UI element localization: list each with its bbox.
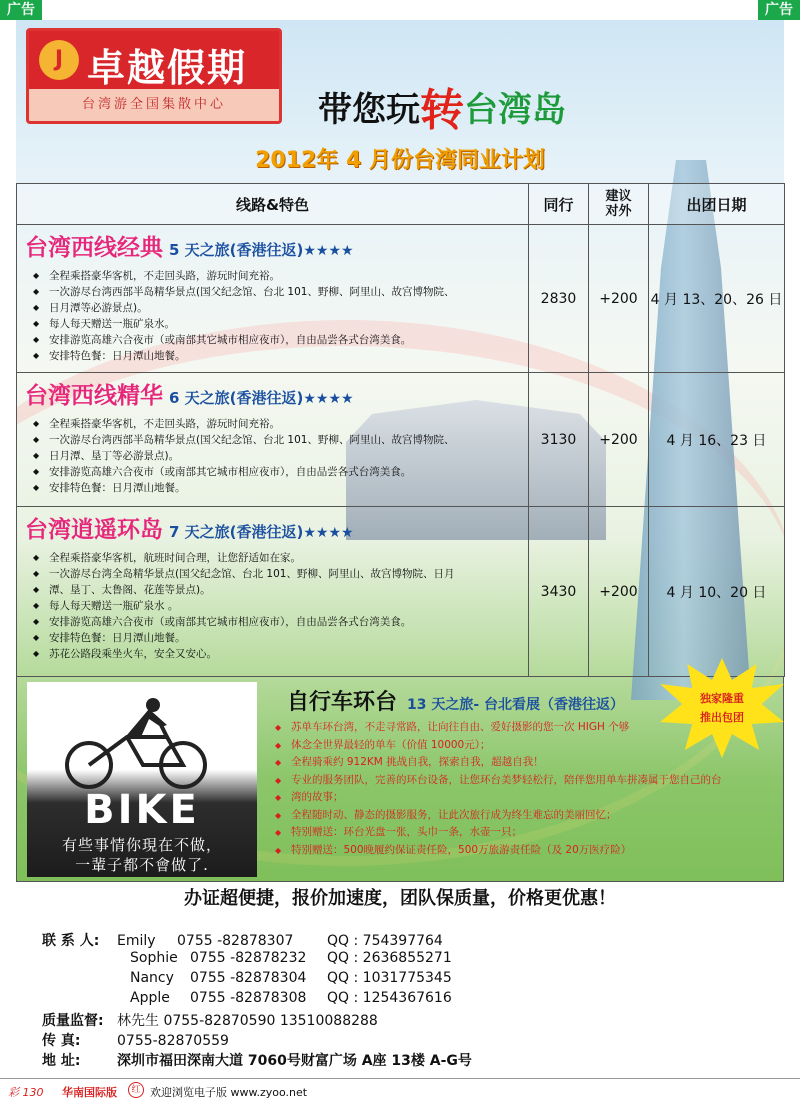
- contact-phone: 0755 -82878308: [190, 990, 307, 1006]
- contact-qq: QQ : 1254367616: [327, 990, 452, 1006]
- list-item: ◆ 安排特色餐：日月潭山地餐。: [33, 630, 520, 646]
- quality-label: 质量监督:: [42, 1013, 104, 1029]
- cyclist-icon: [57, 697, 217, 792]
- slogan-part3: 台湾岛: [464, 90, 566, 130]
- departure-dates: 4 月 10、20 日: [649, 507, 785, 677]
- plan-title: 2012年 4 月份台湾同业计划: [255, 148, 545, 173]
- bike-tour-subtitle: 13 天之旅- 台北看展（香港往返）: [407, 697, 625, 713]
- contact-label: 联 系 人:: [42, 933, 100, 949]
- route-duration: 6 天之旅(香港往返): [169, 389, 304, 407]
- list-item: ◆ 专业的服务团队，完善的环台设备，让您环台美梦轻松行，陪伴您用单车拼凑属于您自己的台: [275, 772, 785, 790]
- address-value: 深圳市福田深南大道 7060号财富广场 A座 13楼 A-G号: [117, 1053, 472, 1069]
- brand-logo: [26, 28, 282, 124]
- departure-dates: 4 月 16、23 日: [649, 373, 785, 507]
- ad-tag-left: 广告: [0, 0, 42, 20]
- star-rating: ★★★★: [303, 525, 354, 541]
- route-cell: [17, 373, 529, 507]
- list-item: ◆ 一次游尽台湾全岛精华景点(国父纪念馆、台北 101、野柳、阿里山、故宫博物院、日月: [33, 566, 520, 582]
- bike-message-line1: 有些事情你現在不做，: [61, 836, 222, 854]
- list-item: ◆ 一次游尽台湾西部半岛精华景点(国父纪念馆、台北 101、野柳、阿里山、故宫博物院、: [33, 284, 520, 300]
- route-cell: [17, 507, 529, 677]
- suggest-markup: +200: [589, 507, 649, 677]
- header-suggest: [589, 184, 649, 225]
- contact-qq: QQ : 1031775345: [327, 970, 452, 986]
- red-badge-icon: 红: [128, 1082, 144, 1098]
- suggest-markup: +200: [589, 373, 649, 507]
- route-name: 台湾逍遥环岛: [25, 517, 163, 543]
- list-item: ◆ 全程随时动、静态的摄影服务，让此次旅行成为终生难忘的美丽回忆；: [275, 807, 785, 825]
- contact-qq: QQ : 2636855271: [327, 950, 452, 966]
- list-item: ◆ 全程骑乘约 912KM 挑战自我，探索自我，超越自我！: [275, 754, 785, 772]
- star-rating: ★★★★: [303, 391, 354, 407]
- contact-row: [42, 930, 443, 950]
- list-item: ◆ 全程乘搭豪华客机，不走回头路，游玩时间充裕。: [33, 268, 520, 284]
- suggest-markup: +200: [589, 225, 649, 373]
- contact-name: Apple: [130, 990, 170, 1006]
- header-route: 线路&特色: [17, 184, 529, 225]
- list-item: ◆ 特别赠送：环台光盘一张，头巾一条，水壶一只；: [275, 824, 785, 842]
- itinerary-table: [16, 183, 785, 677]
- list-item: ◆ 安排游览高雄六合夜市（或南部其它城市相应夜市），自由品尝各式台湾美食。: [33, 464, 520, 480]
- peer-price: 2830: [529, 225, 589, 373]
- route-name: 台湾西线经典: [25, 235, 163, 261]
- peer-price: 3430: [529, 507, 589, 677]
- page-number: 彩 130: [8, 1086, 44, 1099]
- header-dates: 出团日期: [649, 184, 785, 225]
- list-item: ◆ 湾的故事；: [275, 789, 785, 807]
- list-item: ◆ 每人每天赠送一瓶矿泉水。: [33, 316, 520, 332]
- table-header-row: [17, 184, 785, 225]
- feature-list: [25, 268, 520, 364]
- header-suggest-line2: 对外: [605, 204, 632, 219]
- contact-phone: 0755 -82878307: [177, 933, 294, 949]
- contact-phone: 0755 -82878232: [190, 950, 307, 966]
- header-suggest-line1: 建议: [605, 189, 632, 204]
- quality-value: 林先生 0755-82870590 13510088288: [117, 1013, 378, 1029]
- list-item: ◆ 全程乘搭豪华客机，不走回头路，游玩时间充裕。: [33, 416, 520, 432]
- table-row: [17, 507, 785, 677]
- list-item: ◆ 苏花公路段乘坐火车，安全又安心。: [33, 646, 520, 662]
- bike-word: BIKE: [84, 787, 200, 833]
- bike-feature-list: [275, 719, 785, 859]
- contact-name: Emily: [117, 933, 156, 949]
- burst-line1: 独家隆重: [700, 692, 744, 705]
- contact-qq: QQ : 754397764: [327, 933, 443, 949]
- list-item: ◆ 全程乘搭豪华客机，航班时间合理，让您舒适如在家。: [33, 550, 520, 566]
- contact-row: [42, 970, 452, 986]
- route-heading: [25, 511, 520, 544]
- list-item: ◆ 每人每天赠送一瓶矿泉水 。: [33, 598, 520, 614]
- route-duration: 7 天之旅(香港往返): [169, 523, 304, 541]
- burst-line2: 推出包团: [700, 711, 744, 724]
- header-peer: 同行: [529, 184, 589, 225]
- contact-row: [42, 990, 452, 1006]
- quality-row: [42, 1010, 378, 1030]
- list-item: ◆ 安排特色餐：日月潭山地餐。: [33, 348, 520, 364]
- feature-list: [25, 550, 520, 662]
- bike-message-line2: 一輩子都不會做了.: [75, 856, 209, 874]
- route-name: 台湾西线精华: [25, 383, 163, 409]
- fax-value: 0755-82870559: [117, 1033, 229, 1049]
- promo-slogan: 办证超便捷，报价加速度，团队保质量，价格更优惠！: [184, 888, 616, 909]
- peer-price: 3130: [529, 373, 589, 507]
- star-rating: ★★★★: [303, 243, 354, 259]
- contact-name: Nancy: [130, 970, 174, 986]
- edition-label: 华南国际版: [62, 1086, 117, 1099]
- brand-subtitle: 台湾游全国集散中心: [81, 97, 226, 112]
- page-footer: [0, 1078, 800, 1101]
- route-heading: [25, 377, 520, 410]
- address-label: 地 址:: [42, 1053, 81, 1069]
- list-item: ◆ 日月潭等必游景点)。: [33, 300, 520, 316]
- table-row: [17, 373, 785, 507]
- feature-list: [25, 416, 520, 496]
- list-item: ◆ 苏单车环台湾，不走寻常路，让向往自由、爱好摄影的您一次 HIGH 个够: [275, 719, 785, 737]
- bike-tour-heading: [287, 685, 624, 716]
- fax-row: [42, 1030, 229, 1050]
- logo-banner: [29, 31, 279, 89]
- list-item: ◆ 安排特色餐：日月潭山地餐。: [33, 480, 520, 496]
- address-row: [42, 1050, 472, 1070]
- slogan-part2: 转: [420, 85, 464, 136]
- departure-dates: 4 月 13、20、26 日: [649, 225, 785, 373]
- ad-tag-right: 广告: [758, 0, 800, 20]
- route-heading: [25, 229, 520, 262]
- route-duration: 5 天之旅(香港往返): [169, 241, 304, 259]
- route-cell: [17, 225, 529, 373]
- contact-phone: 0755 -82878304: [190, 970, 307, 986]
- slogan: [318, 70, 566, 134]
- table-row: [17, 225, 785, 373]
- list-item: ◆ 体念全世界最轻的单车（价值 10000元）；: [275, 737, 785, 755]
- brand-name: 卓越假期: [87, 45, 248, 90]
- slogan-part1: 带您玩: [318, 90, 420, 130]
- list-item: ◆ 潭、垦丁、太鲁阁、花莲等景点)。: [33, 582, 520, 598]
- list-item: ◆ 一次游尽台湾西部半岛精华景点(国父纪念馆、台北 101、野柳、阿里山、故宫博物院、: [33, 432, 520, 448]
- bike-tour-title: 自行车环台: [287, 690, 398, 715]
- website-link[interactable]: 欢迎浏览电子版 www.zyoo.net: [150, 1086, 308, 1099]
- list-item: ◆ 安排游览高雄六合夜市（或南部其它城市相应夜市），自由品尝各式台湾美食。: [33, 332, 520, 348]
- exclusive-burst-text: [660, 689, 784, 727]
- list-item: ◆ 特别赠送：500晚履约保证责任险，500万旅游责任险（及 20万医疗险）: [275, 842, 785, 860]
- fax-label: 传 真:: [42, 1033, 81, 1049]
- list-item: ◆ 日月潭、垦丁等必游景点)。: [33, 448, 520, 464]
- sun-logo-icon: J: [39, 40, 79, 80]
- contact-name: Sophie: [130, 950, 178, 966]
- bike-promo-image: [27, 682, 257, 877]
- contact-row: [42, 950, 452, 966]
- list-item: ◆ 安排游览高雄六合夜市（或南部其它城市相应夜市），自由品尝各式台湾美食。: [33, 614, 520, 630]
